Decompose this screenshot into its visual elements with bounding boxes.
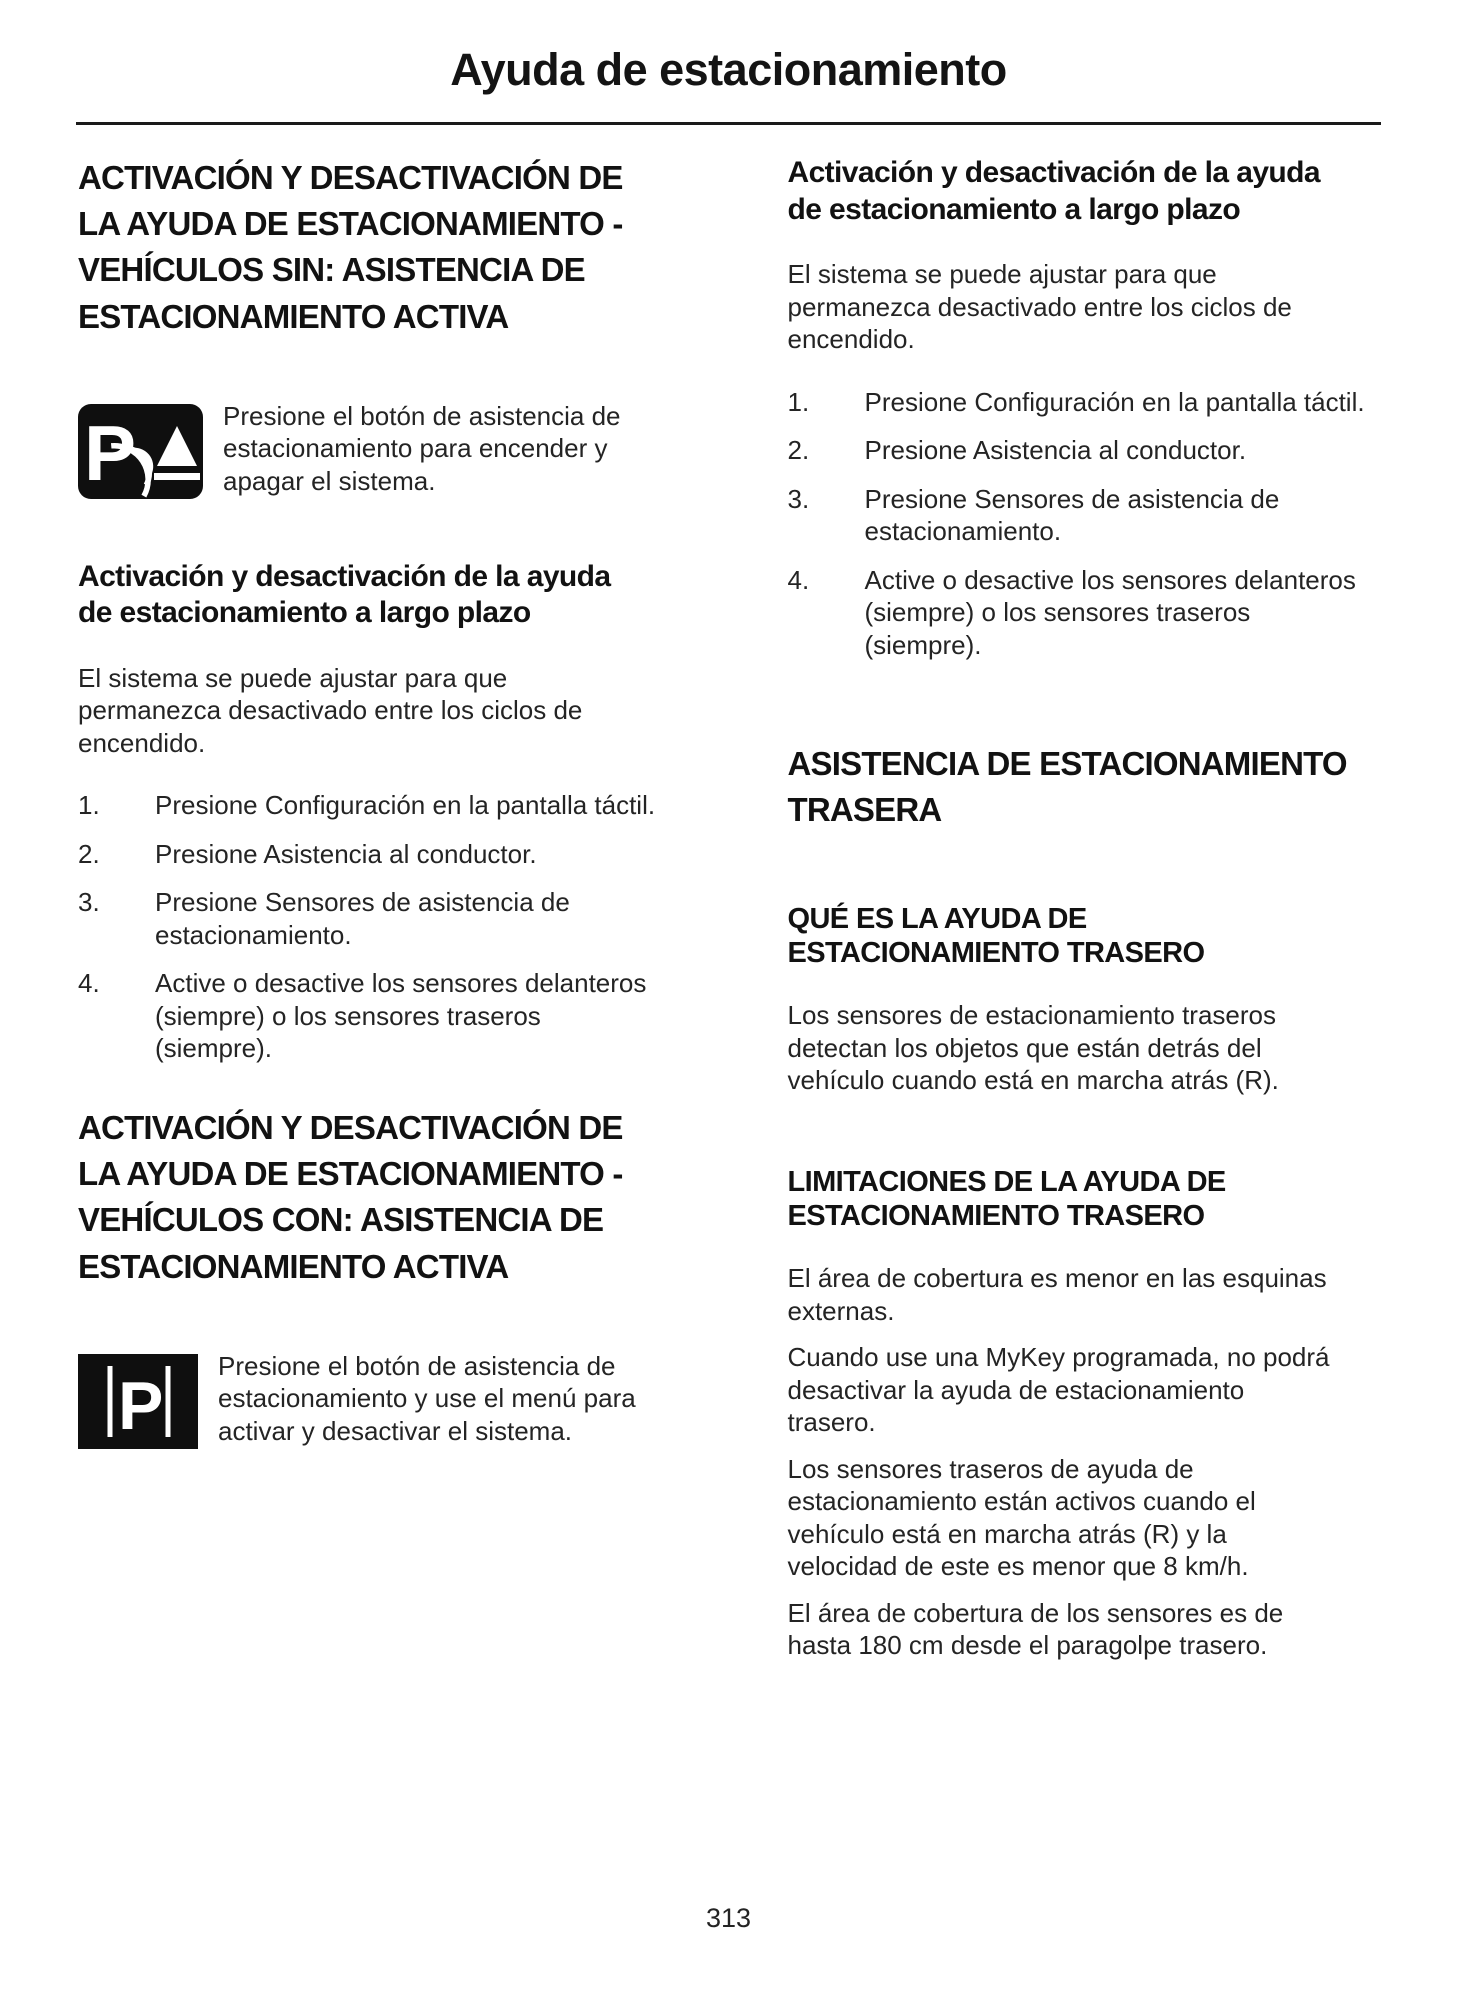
active-park-assist-button-icon [78,1354,198,1449]
parking-aid-icon-paragraph [78,400,638,507]
limitations-heading: LIMITACIONES DE LA AYUDA DE ESTACIONAMIENTO TRASERO [787,1165,1226,1233]
active-park-assist-icon-caption: Presione el botón de asistencia de estacionamiento y use el menú para activar y desactivar el sistema. [218,1350,636,1446]
long-term-intro-right: El sistema se puede ajustar para que permanezca desactivado entre los ciclos de encendido. [787,259,1292,355]
step-number: 2. [78,838,100,869]
right-column [788,155,1380,1676]
step-number: 2. [787,435,810,466]
steps-list-right [788,386,1380,662]
svg-text:P: P [84,408,137,497]
step-text: Active o desactive los sensores delanteros (siempre) o los sensores traseros (siempre). [155,968,647,1064]
steps-list-left [78,789,670,1065]
step-text: Presione Asistencia al conductor. [155,838,537,869]
step-text: Presione Sensores de asistencia de estacionamiento. [864,483,1280,547]
step-item [788,386,1380,419]
what-is-rear-aid-text: Los sensores de estacionamiento traseros detectan los objetos que están detrás del vehículo cuando está en marcha atrás (R). [787,1000,1279,1096]
limitation-paragraph: Los sensores traseros de ayuda de estacionamiento están activos cuando el vehículo está en marcha atrás (R) y la velocidad de este es menor que 8 km/h. [787,1453,1256,1582]
step-item [78,886,670,951]
step-text: Presione Asistencia al conductor. [864,435,1247,466]
step-text: Presione Configuración en la pantalla táctil. [864,386,1365,417]
step-number: 3. [78,887,100,918]
limitation-paragraph: El área de cobertura es menor en las esquinas externas. [787,1263,1327,1326]
step-item [78,967,670,1065]
what-is-rear-aid-heading: QUÉ ES LA AYUDA DE ESTACIONAMIENTO TRASERO [787,902,1205,970]
step-number: 3. [787,483,810,514]
svg-text:P: P [118,1367,164,1444]
step-text: Presione Sensores de asistencia de estacionamiento. [155,887,570,950]
step-number: 1. [787,386,810,417]
limitation-paragraph: Cuando use una MyKey programada, no podrá desactivar la ayuda de estacionamiento trasero. [787,1342,1330,1438]
step-number: 4. [78,968,100,999]
step-number: 1. [78,790,100,821]
long-term-subheading-left: Activación y desactivación de la ayuda de estacionamiento a largo plazo [78,559,611,630]
limitation-paragraph: El área de cobertura de los sensores es de hasta 180 cm desde el paragolpe trasero. [787,1597,1284,1661]
parking-aid-button-icon [78,404,203,499]
section-heading-without-active-assist: ACTIVACIÓN Y DESACTIVACIÓN DE LA AYUDA DE ESTACIONAMIENTO - VEHÍCULOS SIN: ASISTENCIA DE ESTACIONAMIENTO ACTIVA [78,159,623,335]
long-term-subheading-right: Activación y desactivación de la ayuda de estacionamiento a largo plazo [787,156,1320,226]
active-park-assist-icon-paragraph [78,1350,638,1457]
step-number: 4. [787,564,810,595]
step-item [78,789,670,822]
parking-aid-icon-caption: Presione el botón de asistencia de estacionamiento para encender y apagar el sistema. [223,400,621,496]
left-column [78,155,670,1676]
step-item [78,838,670,871]
two-column-layout [0,125,1457,1676]
step-item [788,483,1380,548]
step-item [788,434,1380,467]
step-item [788,564,1380,662]
step-text: Active o desactive los sensores delanteros (siempre) o los sensores traseros (siempre). [864,564,1356,660]
section-heading-with-active-assist: ACTIVACIÓN Y DESACTIVACIÓN DE LA AYUDA DE ESTACIONAMIENTO - VEHÍCULOS CON: ASISTENCIA DE ESTACIONAMIENTO ACTIVA [78,1108,623,1285]
long-term-intro-left: El sistema se puede ajustar para que permanezca desactivado entre los ciclos de encendido. [78,662,583,758]
page-title: Ayuda de estacionamiento [450,44,1007,95]
rear-parking-assist-heading: ASISTENCIA DE ESTACIONAMIENTO TRASERA [787,745,1347,829]
page-number: 313 [705,1903,752,1933]
step-text: Presione Configuración en la pantalla táctil. [155,790,656,821]
page-header [0,44,1457,125]
